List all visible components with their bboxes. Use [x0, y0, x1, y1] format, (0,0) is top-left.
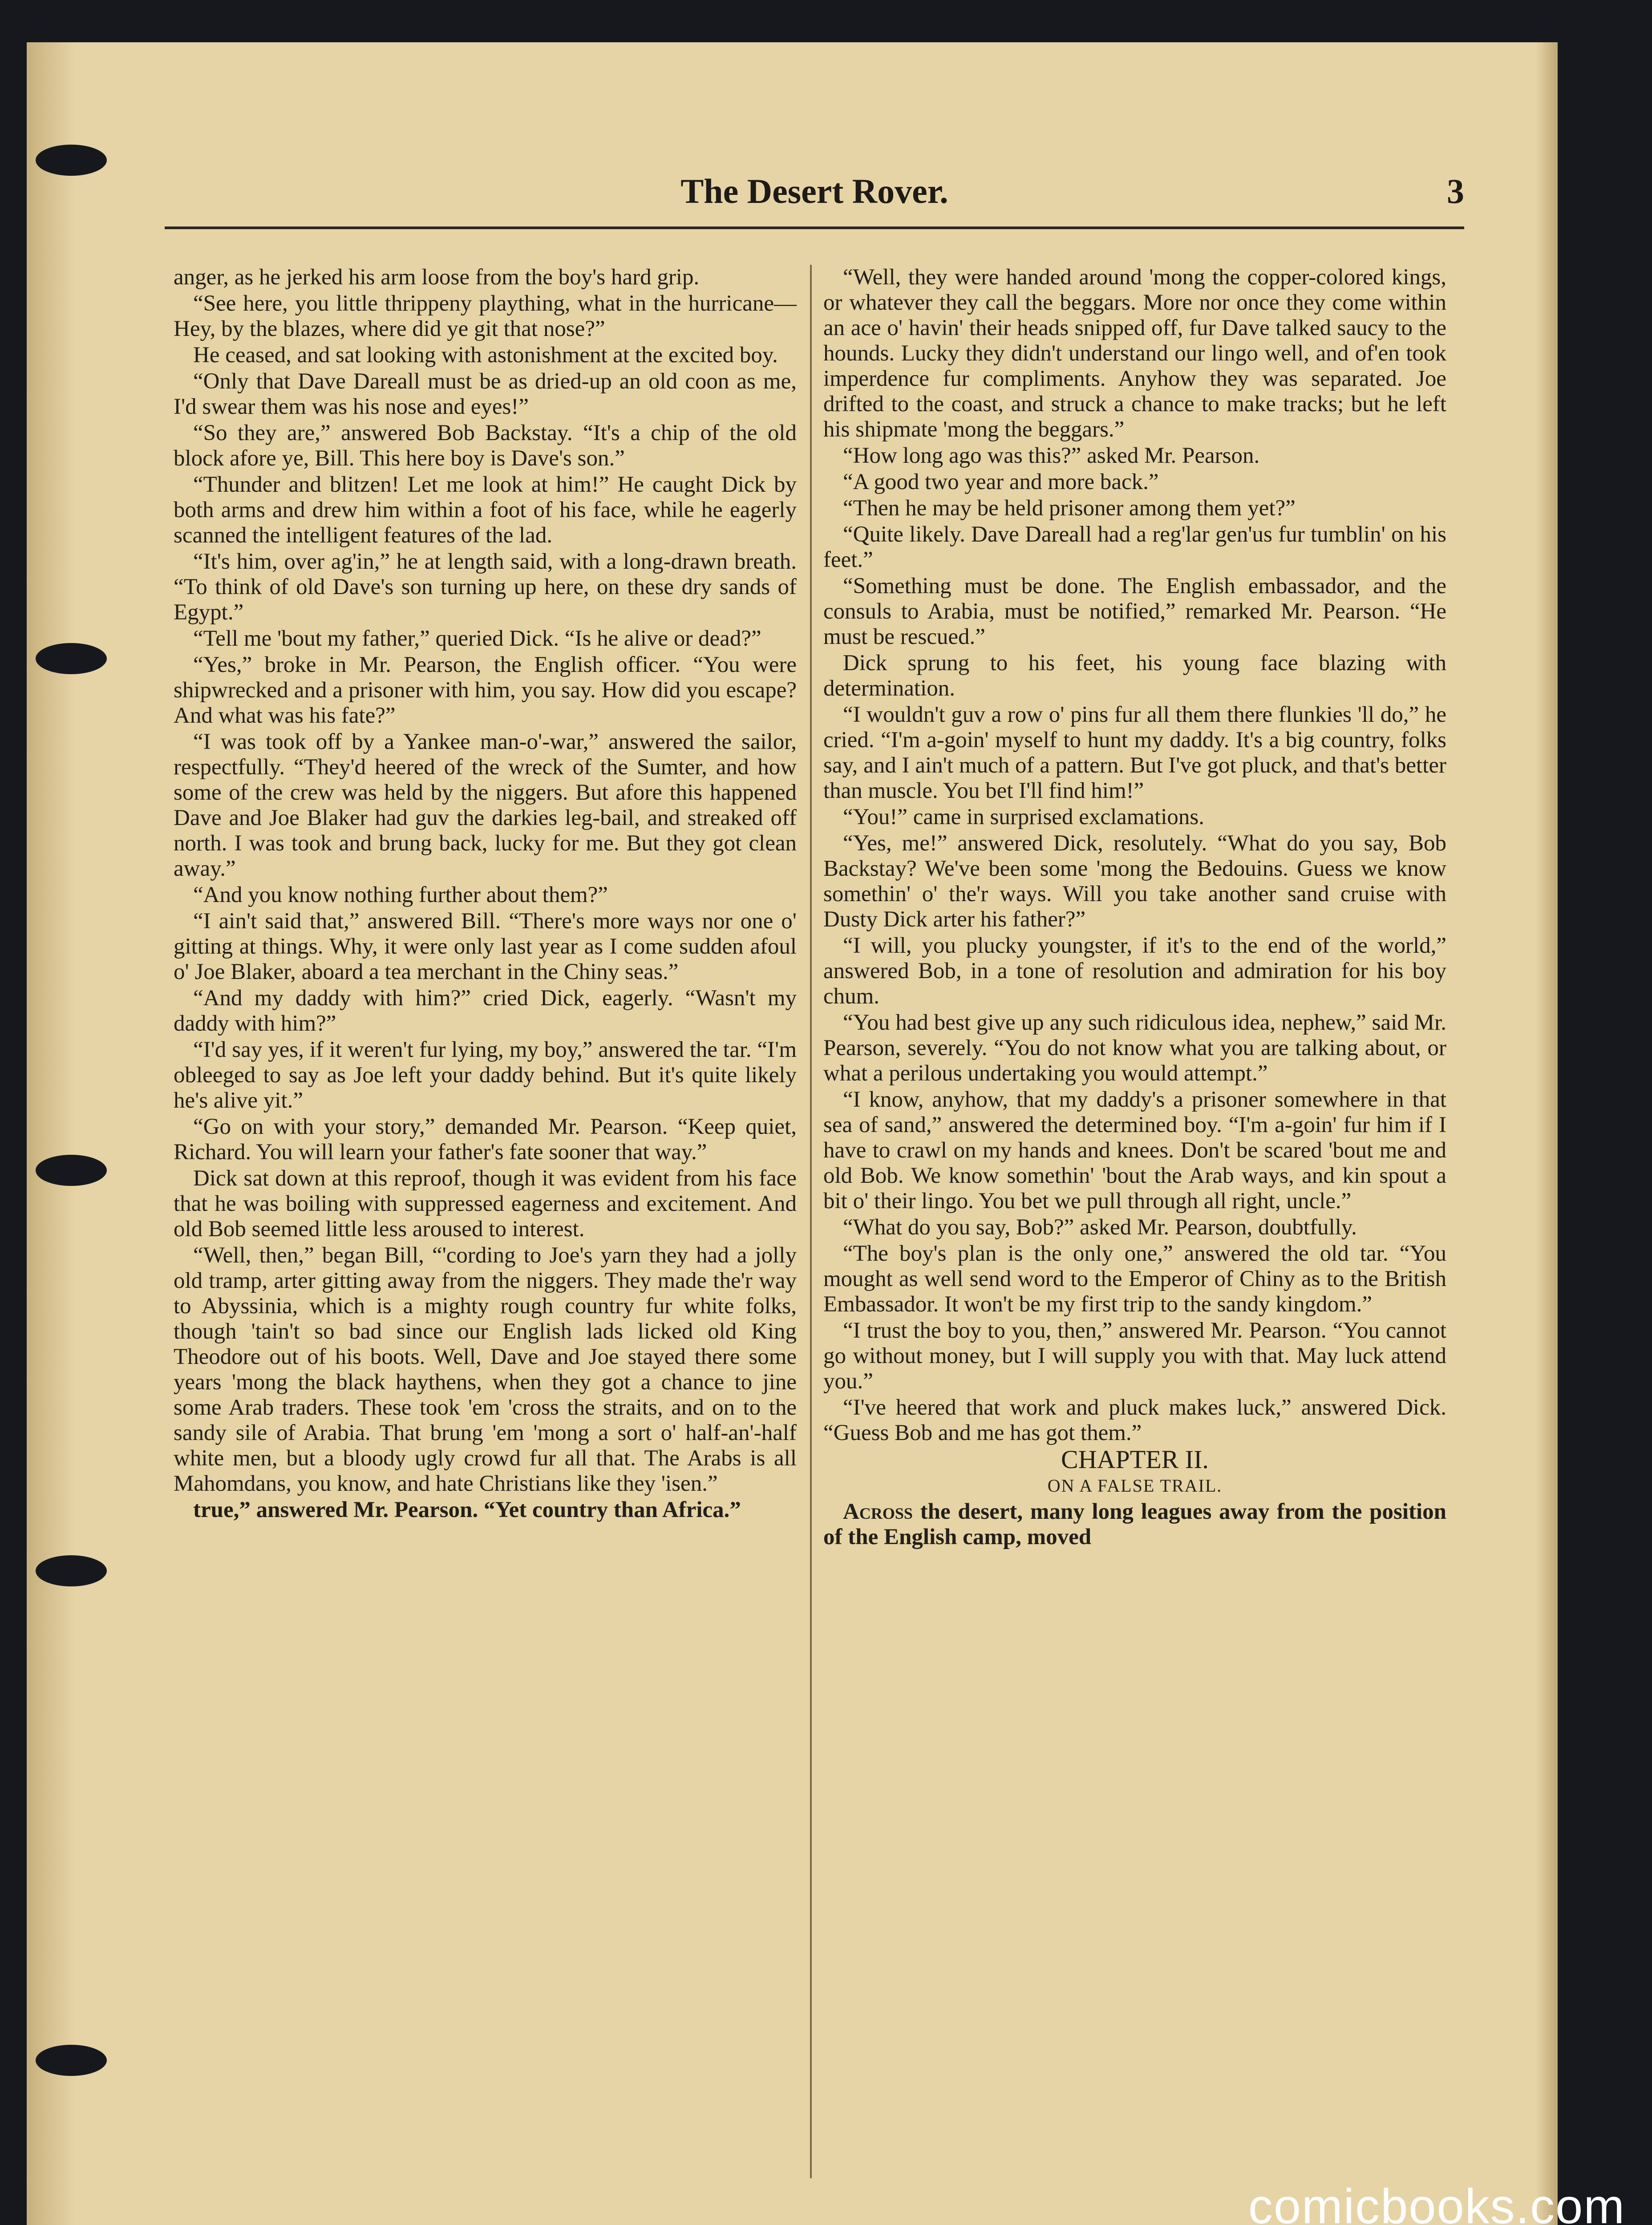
binding-hole — [36, 643, 107, 674]
paragraph: “I was took off by a Yankee man-o'-war,” answered the sailor, respectfully. “They'd heered of the wreck of the Sumter, and how some of the crew was held by the niggers. But afore this happened Dave and Joe Blaker had guv the darkies leg-bail, and streaked off north. I was took and brung back, lucky for me. But they got clean away.” — [174, 729, 797, 881]
paragraph: “Thunder and blitzen! Let me look at him!” He caught Dick by both arms and drew him within a foot of his face, while he eagerly scanned the intelligent features of the lad. — [174, 472, 797, 548]
paragraph: “So they are,” answered Bob Backstay. “It's a chip of the old block afore ye, Bill. This here boy is Dave's son.” — [174, 421, 797, 471]
paragraph: “And my daddy with him?” cried Dick, eagerly. “Wasn't my daddy with him?” — [174, 986, 797, 1036]
chapter-opening — [823, 1499, 1446, 1550]
column-divider — [810, 265, 812, 2178]
paragraph: “Only that Dave Dareall must be as dried-up an old coon as me, I'd swear them was his nose and eyes!” — [174, 369, 797, 419]
paragraph: “Go on with your story,” demanded Mr. Pearson. “Keep quiet, Richard. You will learn your father's fate sooner that way.” — [174, 1114, 797, 1165]
paragraph: He ceased, and sat looking with astonishment at the excited boy. — [193, 343, 778, 368]
chapter-opening-text: the desert, many long leagues away from the position of the English camp, moved — [823, 1499, 1447, 1549]
paragraph: “Then he may be held prisoner among them yet?” — [843, 496, 1296, 521]
paragraph: “I know, anyhow, that my daddy's a prisoner somewhere in that sea of sand,” answered the determined boy. “I'm a-goin' fur him if I have to crawl on my hands and knees. Don't be scared 'bout me and old Bob. We know somethin' 'bout the Arab ways, and kin spout a bit o' their lingo. You bet we pull through all right, uncle.” — [823, 1087, 1446, 1214]
binding-hole — [36, 1555, 107, 1586]
paragraph: “I will, you plucky youngster, if it's to the end of the world,” answered Bob, in a tone of resolution and admiration for his boy chum. — [823, 933, 1446, 1009]
page-number: 3 — [1447, 172, 1464, 210]
binding-hole — [36, 145, 107, 176]
chapter-dropword: Across — [843, 1499, 913, 1524]
paragraph: “Quite likely. Dave Dareall had a reg'lar gen'us fur tumblin' on his feet.” — [823, 522, 1446, 572]
binding-hole — [36, 1155, 107, 1186]
paragraph: “Well, they were handed around 'mong the copper-colored kings, or whatever they call the beggars. More nor once they come within an ace o' havin' their heads snipped off, fur Dave talked saucy to the hounds. Lucky they didn't understand our lingo well, and of'en took imperdence fur compliments. Anyhow they was separated. Joe drifted to the coast, and struck a chance to make tracks; but he left his shipmate 'mong the beggars.” — [823, 265, 1446, 442]
watermark: comicbooks.com — [1248, 2179, 1625, 2225]
header-rule — [165, 227, 1464, 229]
paragraph-fragment: true,” answered Mr. Pearson. “Yet country than Africa.” — [193, 1497, 741, 1522]
paragraph: “A good two year and more back.” — [843, 469, 1159, 494]
paragraph: “Yes,” broke in Mr. Pearson, the English officer. “You were shipwrecked and a prisoner with him, you say. How did you escape? And what was his fate?” — [174, 652, 797, 728]
left-column — [174, 265, 797, 1524]
paragraph: “It's him, over ag'in,” he at length said, with a long-drawn breath. “To think of old Dave's son turning up here, on these dry sands of Egypt.” — [174, 549, 797, 625]
paragraph: “Something must be done. The English embassador, and the consuls to Arabia, must be notified,” remarked Mr. Pearson. “He must be rescued.” — [823, 574, 1446, 649]
paragraph: “I'd say yes, if it weren't fur lying, my boy,” answered the tar. “I'm obleeged to say as Joe left your daddy behind. But it's quite likely he's alive yit.” — [174, 1037, 797, 1113]
worn-left-edge — [27, 42, 76, 2225]
paragraph: “Tell me 'bout my father,” queried Dick. “Is he alive or dead?” — [193, 626, 761, 651]
paragraph: “What do you say, Bob?” asked Mr. Pearson, doubtfully. — [843, 1215, 1357, 1240]
paragraph: “See here, you little thrippeny plaything, what in the hurricane— Hey, by the blazes, where did ye git that nose?” — [174, 291, 797, 341]
paragraph: anger, as he jerked his arm loose from the boy's hard grip. — [174, 265, 700, 290]
worn-right-edge — [1535, 42, 1558, 2225]
paragraph: “I've heered that work and pluck makes luck,” answered Dick. “Guess Bob and me has got them.” — [823, 1395, 1446, 1445]
paragraph: Dick sat down at this reproof, though it was evident from his face that he was boiling with suppressed eagerness and excitement. And old Bob seemed little less aroused to interest. — [174, 1166, 797, 1242]
paragraph: “Yes, me!” answered Dick, resolutely. “What do you say, Bob Backstay? We've been some 'mong the Bedouins. Guess we know somethin' o' the'r ways. Will you take another sand cruise with Dusty Dick arter his father?” — [823, 831, 1446, 932]
paragraph: “I wouldn't guv a row o' pins fur all them there flunkies 'll do,” he cried. “I'm a-goin' myself to hunt my daddy. It's a big country, folks say, and I ain't much of a pattern. But I've got pluck, and that's better than muscle. You bet I'll find him!” — [823, 702, 1446, 803]
right-column — [823, 265, 1446, 1551]
running-title: The Desert Rover. — [680, 172, 948, 210]
paragraph: “Well, then,” began Bill, “'cording to Joe's yarn they had a jolly old tramp, arter gitting away from the niggers. They made the'r way to Abyssinia, which is a mighty rough country fur white folks, though 'tain't so bad since our English lads licked old King Theodore out of his boots. Well, Dave and Joe stayed there some years 'mong the black haythens, when they got a chance to jine some Arab traders. These took 'em 'cross the straits, and on to the sandy sile of Arabia. That brung 'em 'mong a sort o' half-an'-half white men, but a bloody ugly crowd fur all that. The Arabs is all Mahomdans, you know, and hate Christians like they 'isen.” — [174, 1243, 797, 1496]
page-header — [165, 154, 1464, 229]
paragraph: “I trust the boy to you, then,” answered Mr. Pearson. “You cannot go without money, but I will supply you with that. May luck attend you.” — [823, 1318, 1446, 1394]
paragraph: “How long ago was this?” asked Mr. Pearson. — [843, 443, 1260, 468]
paragraph: “And you know nothing further about them?” — [193, 882, 608, 907]
scanned-page — [27, 42, 1558, 2225]
chapter-subtitle: ON A FALSE TRAIL. — [1047, 1476, 1223, 1496]
paragraph: “You!” came in surprised exclamations. — [843, 805, 1205, 829]
chapter-heading: CHAPTER II. — [1061, 1445, 1209, 1474]
binding-hole — [36, 2045, 107, 2076]
paragraph: “You had best give up any such ridiculous idea, nephew,” said Mr. Pearson, severely. “You do not know what you are talking about, or what a perilous undertaking you would attempt.” — [823, 1010, 1446, 1086]
paragraph: “The boy's plan is the only one,” answered the old tar. “You mought as well send word to the Emperor of Chiny as to the British Embassador. It won't be my first trip to the sandy kingdom.” — [823, 1241, 1446, 1317]
paragraph: Dick sprung to his feet, his young face blazing with determination. — [823, 651, 1446, 701]
paragraph: “I ain't said that,” answered Bill. “There's more ways nor one o' gitting at things. Why, it were only last year as I come sudden afoul o' Joe Blaker, aboard a tea merchant in the Chiny seas.” — [174, 909, 797, 984]
